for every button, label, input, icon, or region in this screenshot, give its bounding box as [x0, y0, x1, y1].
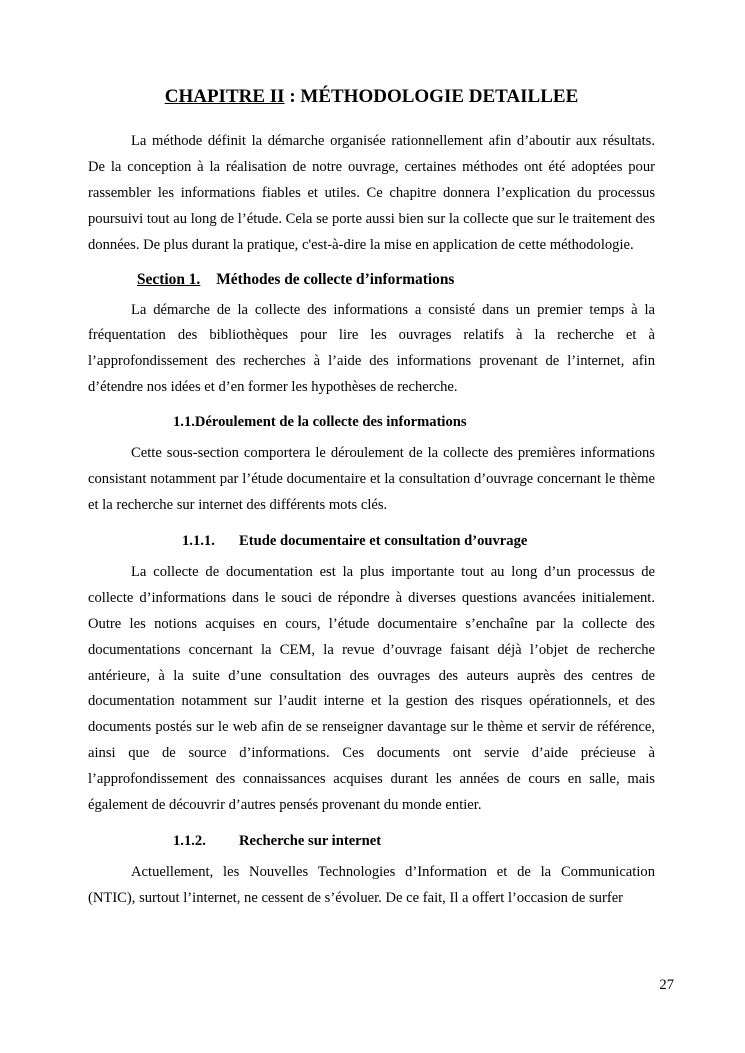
subsection-1-1-1-number: 1.1.1. [182, 532, 215, 549]
intro-paragraph: La méthode définit la démarche organisée rationnellement afin d’aboutir aux résultats. De la conception à la réalisation de notre ouvrage, certaines méthodes ont été adoptées pour rassembler les informations fiables et utiles. Ce chapitre donnera l’explication du processus poursuivi tout au long de l’étude. Cela se porte aussi bien sur la collecte que sur le traitement des données. De plus durant la pratique, c'est-à-dire la mise en application de cette méthodologie. [88, 133, 655, 253]
chapter-title [88, 84, 655, 110]
subsection-1-1-2-heading [173, 829, 655, 853]
subsection-1-1-1-paragraph: La collecte de documentation est la plus importante tout au long d’un processus de collecte d’informations dans le souci de répondre à diverses questions avancées initialement. Outre les notions acquises en cours, l’étude documentaire s’enchaîne par la collecte des documentations concernant la CEM, la revue d’ouvrage faisant déjà l’objet de recherche antérieure, à la suite d’une consultation des ouvrages des auteurs auprès des centres de documentation notamment sur l’audit interne et la gestion des risques opérationnels, et des documents postés sur le web afin de se renseigner davantage sur le thème et servir de référence, ainsi que de source d’informations. Ces documents ont servie d’aide précieuse à l’approfondissement des connaissances acquises durant les années de cours en salle, mais également de découvrir d’autres pensés provenant du monde entier. [88, 563, 655, 814]
subsection-1-1-2-paragraph: Actuellement, les Nouvelles Technologies d’Information et de la Communication (NTIC), surtout l’internet, ne cessent de s’évoluer. De ce fait, Il a offert l’occasion de surfer [88, 863, 655, 906]
subsection-1-1-1-heading [182, 529, 655, 553]
page-number: 27 [659, 977, 674, 993]
subsection-1-1-2-title: Recherche sur internet [239, 832, 382, 849]
chapter-label: CHAPITRE II [164, 86, 285, 107]
subsection-1-1-1-title: Etude documentaire et consultation d’ouvrage [239, 532, 528, 549]
chapter-separator: : [284, 86, 301, 107]
subsection-1-1-paragraph: Cette sous-section comportera le déroulement de la collecte des premières informations consistant notamment par l’étude documentaire et la consultation d’ouvrage concernant le thème et la recherche sur internet des différents mots clés. [88, 445, 655, 513]
section-1-label: Section 1. [137, 270, 201, 288]
subsection-1-1-heading: 1.1.Déroulement de la collecte des informations [173, 414, 467, 431]
document-page [88, 84, 655, 912]
section-1-title: Méthodes de collecte d’informations [216, 270, 455, 288]
chapter-name: MÉTHODOLOGIE DETAILLEE [300, 86, 579, 107]
section-1-heading [137, 268, 655, 292]
section-1-paragraph: La démarche de la collecte des informations a consisté dans un premier temps à la fréquentation des bibliothèques pour lire les ouvrages relatifs à la recherche et à l’approfondissement des recherches à l’aide des informations provenant de l’internet, afin d’étendre nos idées et d’en former les hypothèses de recherche. [88, 301, 655, 396]
subsection-1-1-2-number: 1.1.2. [173, 832, 206, 849]
